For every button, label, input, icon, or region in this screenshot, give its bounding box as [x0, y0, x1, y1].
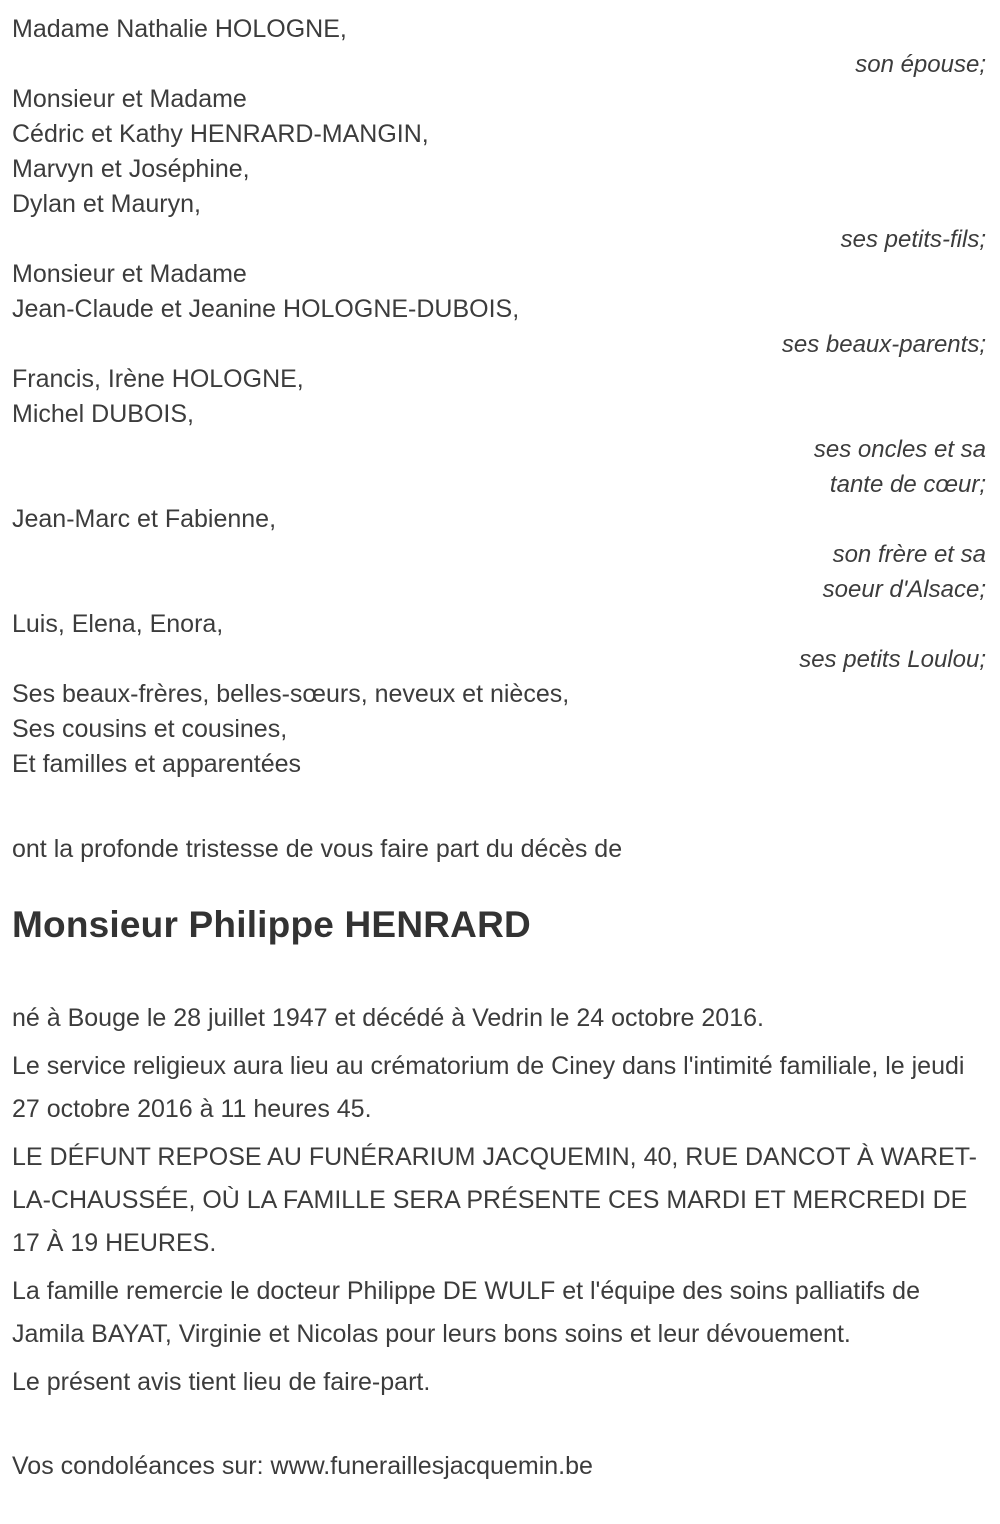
relation-line: ses oncles et sa	[813, 436, 986, 463]
family-name-line: Luis, Elena, Enora,	[12, 610, 224, 638]
family-name-line: Jean-Claude et Jeanine HOLOGNE-DUBOIS,	[12, 295, 520, 323]
family-name-line: Ses cousins et cousines,	[12, 715, 288, 743]
family-group	[12, 12, 986, 82]
family-group	[12, 607, 986, 677]
notice-paragraph: Le présent avis tient lieu de faire-part.	[12, 1368, 431, 1396]
family-group	[12, 677, 986, 782]
family-group	[12, 82, 986, 257]
relation-line: ses petits-fils;	[840, 226, 986, 253]
relation-line: son frère et sa	[832, 541, 986, 568]
family-name-line: Cédric et Kathy HENRARD-MANGIN,	[12, 120, 429, 148]
relation-line: soeur d'Alsace;	[822, 576, 986, 603]
details-section	[12, 997, 986, 1404]
family-group	[12, 257, 986, 362]
notice-paragraph: LE DÉFUNT REPOSE AU FUNÉRARIUM JACQUEMIN, 40, RUE DANCOT À WARET-LA-CHAUSSÉE, OÙ LA FAMILLE SERA PRÉSENTE CES MARDI ET MERCREDI DE 17 À 19 HEURES.	[12, 1143, 977, 1257]
family-name-line: Dylan et Mauryn,	[12, 190, 201, 218]
condolences-url: www.funeraillesjacquemin.be	[270, 1452, 593, 1480]
family-group	[12, 502, 986, 607]
notice-paragraph: La famille remercie le docteur Philippe DE WULF et l'équipe des soins palliatifs de Jamila BAYAT, Virginie et Nicolas pour leurs bons soins et leur dévouement.	[12, 1277, 920, 1348]
family-name-line: Marvyn et Joséphine,	[12, 155, 250, 183]
family-name-line: Ses beaux-frères, belles-sœurs, neveux et nièces,	[12, 680, 570, 708]
deceased-name: Monsieur Philippe HENRARD	[12, 904, 531, 945]
family-section	[12, 12, 986, 782]
condolences-line	[12, 1446, 986, 1486]
family-name-line: Michel DUBOIS,	[12, 400, 194, 428]
family-name-line: Monsieur et Madame	[12, 260, 247, 288]
condolences-label: Vos condoléances sur:	[12, 1452, 264, 1480]
family-name-line: Jean-Marc et Fabienne,	[12, 505, 277, 533]
intro-line: ont la profonde tristesse de vous faire part du décès de	[12, 835, 623, 863]
relation-line: ses petits Loulou;	[799, 646, 986, 673]
family-name-line: Monsieur et Madame	[12, 85, 247, 113]
relation-line: son épouse;	[855, 51, 986, 78]
relation-line: tante de cœur;	[829, 471, 986, 498]
family-name-line: Madame Nathalie HOLOGNE,	[12, 15, 347, 43]
notice-paragraph: né à Bouge le 28 juillet 1947 et décédé à Vedrin le 24 octobre 2016.	[12, 1004, 764, 1032]
notice-paragraph: Le service religieux aura lieu au crématorium de Ciney dans l'intimité familiale, le jeudi 27 octobre 2016 à 11 heures 45.	[12, 1052, 965, 1123]
relation-line: ses beaux-parents;	[781, 331, 986, 358]
family-name-line: Et familles et apparentées	[12, 750, 302, 778]
family-group	[12, 362, 986, 502]
family-name-line: Francis, Irène HOLOGNE,	[12, 365, 304, 393]
